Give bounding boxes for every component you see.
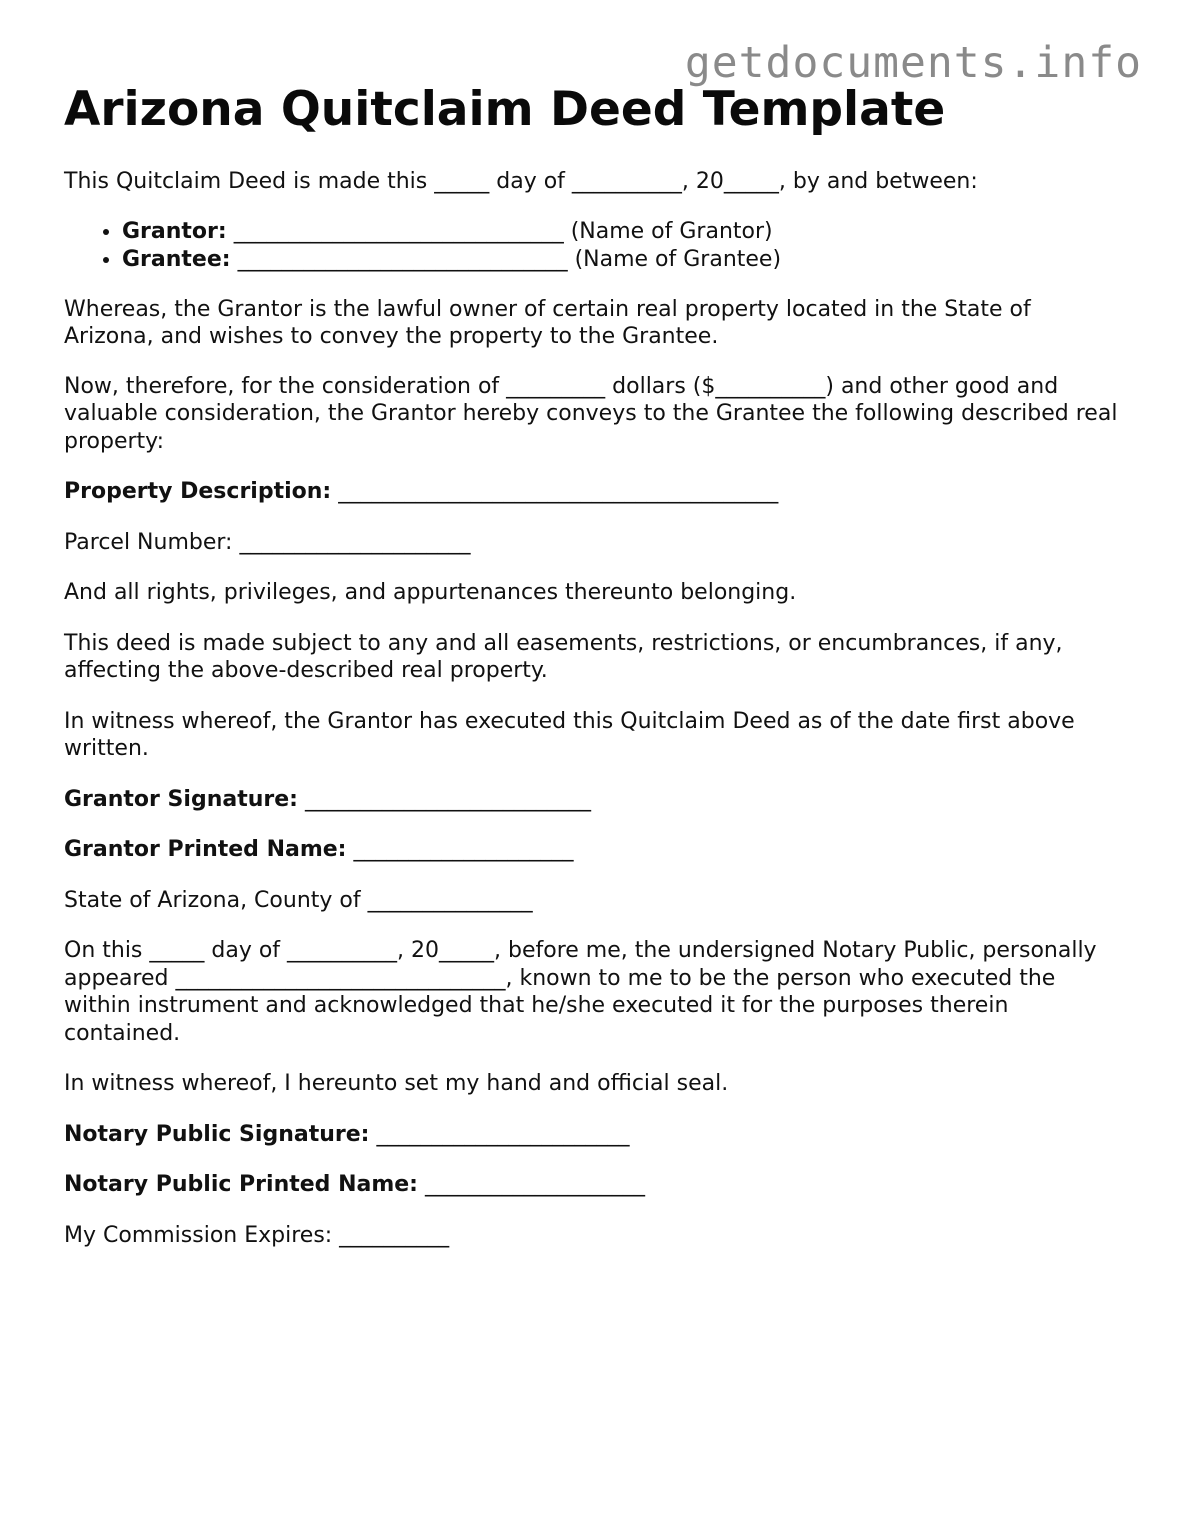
grantor-printed-name-blank: ____________________: [346, 837, 574, 862]
document-title: Arizona Quitclaim Deed Template: [64, 82, 946, 137]
parcel-number-line: Parcel Number: _____________________: [64, 529, 471, 555]
notary-signature-blank: _______________________: [369, 1121, 630, 1147]
grantor-signature-line: [64, 786, 1124, 814]
subject-paragraph: This deed is made subject to any and all easements, restrictions, or encumbrances, if any, affecting the above-described real property.: [64, 630, 1063, 683]
grantor-label: Grantor:: [122, 218, 227, 244]
notary-printed-name-label: Notary Public Printed Name:: [64, 1172, 418, 1197]
party-grantor: [122, 218, 1124, 246]
intro-paragraph: This Quitclaim Deed is made this _____ day of __________, 20_____, by and between:: [64, 169, 978, 194]
whereas-paragraph: Whereas, the Grantor is the lawful owner of certain real property located in the State of Arizona, and wishes to convey the property to the Grantee.: [64, 296, 1031, 349]
grantee-blank: ______________________________ (Name of Grantee): [230, 246, 782, 272]
property-description-line: [64, 478, 1124, 506]
notary-witness-paragraph: In witness whereof, I hereunto set my hand and official seal.: [64, 1071, 729, 1096]
parties-list: [64, 218, 1124, 274]
grantor-signature-blank: __________________________: [297, 786, 591, 812]
rights-paragraph: And all rights, privileges, and appurtenances thereunto belonging.: [64, 580, 797, 605]
party-grantee: [122, 246, 1124, 274]
commission-expires-line: My Commission Expires: __________: [64, 1222, 450, 1248]
notary-printed-name-blank: ____________________: [417, 1172, 645, 1197]
watermark: getdocuments.info: [684, 38, 1142, 88]
witness-paragraph: In witness whereof, the Grantor has executed this Quitclaim Deed as of the date first above written.: [64, 708, 1075, 761]
property-description-blank: ________________________________________: [331, 479, 779, 504]
notary-signature-line: [64, 1121, 1124, 1149]
grantor-signature-label: Grantor Signature:: [64, 786, 298, 812]
grantee-label: Grantee:: [122, 246, 231, 272]
consideration-paragraph: Now, therefore, for the consideration of _________ dollars ($__________) and other good and valuable consideration, the Grantor hereby conveys to the Grantee the following described real property:: [64, 373, 1118, 454]
grantor-blank: ______________________________ (Name of Grantor): [226, 218, 773, 244]
notary-signature-label: Notary Public Signature:: [64, 1121, 370, 1147]
document-page: [64, 82, 1124, 1249]
grantor-printed-name-label: Grantor Printed Name:: [64, 837, 347, 862]
property-description-label: Property Description:: [64, 479, 332, 504]
notary-printed-name-line: [64, 1171, 1124, 1199]
notary-statement-paragraph: On this _____ day of __________, 20_____, before me, the undersigned Notary Public, personally appeared ______________________________, known to me to be the person who executed the within instrument and acknowledged that he/she executed it for the purposes therein contained.: [64, 938, 1097, 1046]
grantor-printed-name-line: [64, 836, 1124, 864]
county-line: State of Arizona, County of _______________: [64, 887, 533, 913]
